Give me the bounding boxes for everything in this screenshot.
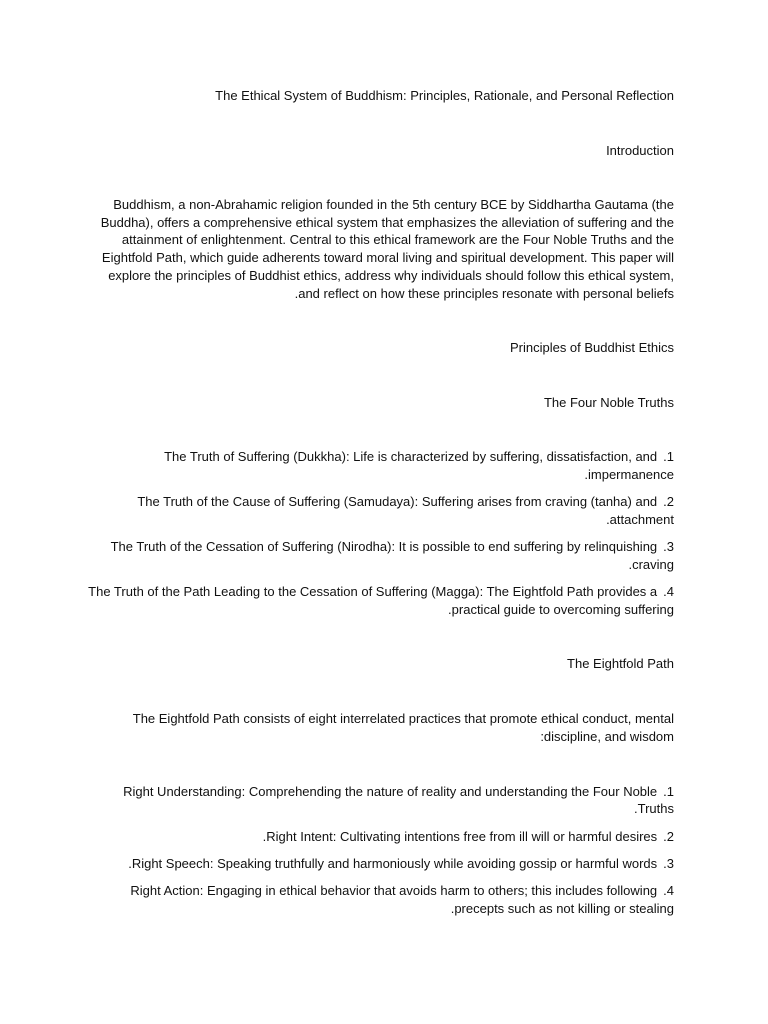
list-item-line: .Truths (634, 801, 674, 816)
list-number: .3 (663, 856, 674, 871)
paragraph-line: The Eightfold Path consists of eight interrelated practices that promote ethical conduct, mental (132, 711, 674, 726)
list-item-line: .impermanence (584, 467, 674, 482)
list-item-line: Right Understanding: Comprehending the nature of reality and understanding the Four Noble .1 (123, 784, 674, 799)
list-item-line: The Truth of Suffering (Dukkha): Life is characterized by suffering, dissatisfaction, and .1 (164, 449, 674, 464)
list-item-line: The Truth of the Cessation of Suffering (Nirodha): It is possible to end suffering by relinquishing .3 (110, 539, 674, 554)
principles-heading: Principles of Buddhist Ethics (509, 340, 674, 355)
list-item-line: .practical guide to overcoming suffering (448, 602, 674, 617)
eightfold-path-heading: The Eightfold Path (567, 656, 674, 671)
list-item-line: .attachment (606, 512, 674, 527)
document-title: The Ethical System of Buddhism: Principles, Rationale, and Personal Reflection (215, 88, 674, 103)
list-number: .4 (663, 584, 674, 599)
paragraph-line: Buddha), offers a comprehensive ethical system that emphasizes the alleviation of suffering and the (100, 215, 674, 230)
list-item-line: The Truth of the Path Leading to the Cessation of Suffering (Magga): The Eightfold Path provides a .4 (88, 584, 674, 599)
list-item-line: .craving (628, 557, 674, 572)
list-number: .1 (663, 784, 674, 799)
list-item-line: .precepts such as not killing or stealing (450, 901, 674, 916)
paragraph-line: attainment of enlightenment. Central to this ethical framework are the Four Noble Truths and the (121, 232, 674, 247)
list-item-line: The Truth of the Cause of Suffering (Samudaya): Suffering arises from craving (tanha) and .2 (137, 494, 674, 509)
list-number: .4 (663, 883, 674, 898)
list-number: .2 (663, 829, 674, 844)
paragraph-line: Buddhism, a non-Abrahamic religion founded in the 5th century BCE by Siddhartha Gautama (the (113, 197, 674, 212)
paragraph-line: Eightfold Path, which guide adherents toward moral living and spiritual development. This paper will (101, 250, 674, 265)
list-number: .2 (663, 494, 674, 509)
list-number: .1 (663, 449, 674, 464)
list-item-line: Right Action: Engaging in ethical behavior that avoids harm to others; this includes following .4 (130, 883, 674, 898)
list-item-line: .Right Speech: Speaking truthfully and harmoniously while avoiding gossip or harmful words .3 (128, 856, 674, 871)
introduction-heading: Introduction (606, 143, 674, 158)
four-noble-truths-heading: The Four Noble Truths (543, 395, 674, 410)
list-number: .3 (663, 539, 674, 554)
paragraph-line: explore the principles of Buddhist ethics, address why individuals should follow this ethical system, (108, 268, 674, 283)
paragraph-line: .and reflect on how these principles resonate with personal beliefs (294, 286, 674, 301)
paragraph-line: :discipline, and wisdom (540, 729, 674, 744)
list-item-line: .Right Intent: Cultivating intentions free from ill will or harmful desires .2 (262, 829, 674, 844)
